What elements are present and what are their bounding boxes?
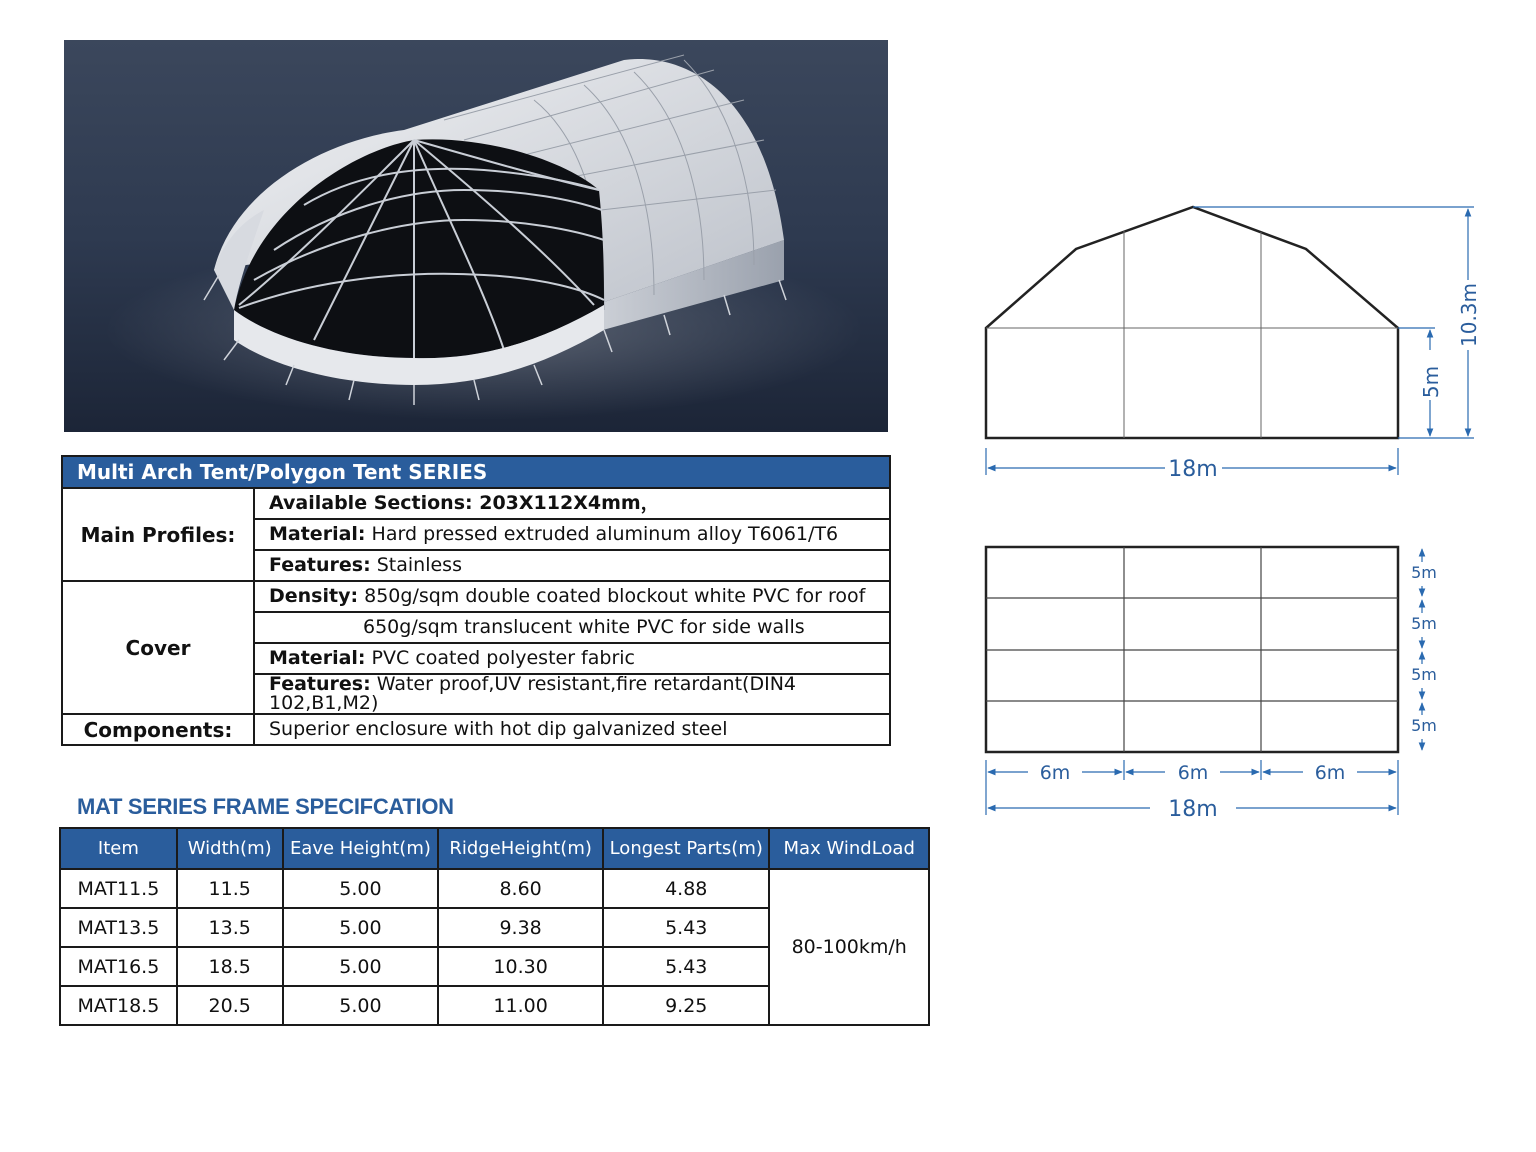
table-row [60, 869, 929, 908]
plan-span-label: 6m [1314, 762, 1346, 784]
cell-max-windload: 80-100km/h [769, 869, 929, 1025]
density-row-2: 650g/sqm translucent white PVC for side walls [254, 612, 890, 643]
elevation-width-label: 18m [1168, 457, 1218, 482]
plan-bay-label: 5m [1411, 716, 1437, 735]
plan-bay-label: 5m [1411, 665, 1437, 684]
plan-bay-label: 5m [1411, 614, 1437, 633]
cell-longest-parts: 5.43 [603, 947, 769, 986]
profile-material-row [254, 519, 890, 550]
cell-longest-parts: 5.43 [603, 908, 769, 947]
cell-item: MAT13.5 [60, 908, 177, 947]
plan-span-label: 6m [1177, 762, 1209, 784]
cell-ridge-height: 9.38 [438, 908, 603, 947]
density-row [254, 581, 890, 612]
plan-span-label: 6m [1039, 762, 1071, 784]
sections-key: Available Sections: 203X112X4mm [269, 492, 641, 514]
col-header-max-windload: Max WindLoad [769, 828, 929, 869]
cover-material-key: Material: [269, 647, 366, 669]
cover-features-key: Features: [269, 673, 371, 695]
technical-drawings [960, 190, 1500, 834]
profile-features-key: Features: [269, 554, 371, 576]
floor-plan-drawing [986, 547, 1437, 822]
cover-material-row [254, 643, 890, 674]
tent-render-image [64, 40, 888, 432]
profile-material-value: Hard pressed extruded aluminum alloy T6061/T6 [365, 523, 839, 545]
cover-label: Cover [62, 581, 254, 714]
cell-ridge-height: 8.60 [438, 869, 603, 908]
cover-features-row [254, 674, 890, 714]
cell-eave-height: 5.00 [283, 986, 439, 1025]
cover-material-value: PVC coated polyester fabric [365, 647, 635, 669]
cell-width: 13.5 [177, 908, 283, 947]
sections-value: ， [640, 492, 660, 514]
col-header-width: Width(m) [177, 828, 283, 869]
cell-item: MAT18.5 [60, 986, 177, 1025]
profile-features-value: Stainless [370, 554, 462, 576]
cell-width: 20.5 [177, 986, 283, 1025]
end-elevation-drawing [986, 207, 1481, 482]
cell-eave-height: 5.00 [283, 869, 439, 908]
mat-series-table [59, 827, 930, 1026]
plan-total-width-label: 18m [1168, 797, 1218, 822]
col-header-ridge-height: RidgeHeight(m) [438, 828, 603, 869]
density-value: 850g/sqm double coated blockout white PVC for roof [358, 585, 866, 607]
cell-eave-height: 5.00 [283, 947, 439, 986]
elevation-eave-label: 5m [1419, 365, 1443, 399]
plan-bay-label: 5m [1411, 563, 1437, 582]
cell-width: 18.5 [177, 947, 283, 986]
main-profiles-label: Main Profiles: [62, 488, 254, 581]
sections-row [254, 488, 890, 519]
cell-ridge-height: 10.30 [438, 947, 603, 986]
cell-width: 11.5 [177, 869, 283, 908]
col-header-item: Item [60, 828, 177, 869]
cell-eave-height: 5.00 [283, 908, 439, 947]
profile-material-key: Material: [269, 523, 366, 545]
mat-series-title: MAT SERIES FRAME SPECIFCATION [77, 794, 454, 819]
cover-features-value: Water proof,UV resistant,fire retardant(DIN4 102,B1,M2) [269, 673, 796, 714]
profile-features-row [254, 550, 890, 581]
components-value: Superior enclosure with hot dip galvanized steel [254, 714, 890, 745]
components-label: Components: [62, 714, 254, 745]
cell-item: MAT16.5 [60, 947, 177, 986]
cell-longest-parts: 9.25 [603, 986, 769, 1025]
col-header-eave-height: Eave Height(m) [283, 828, 439, 869]
cell-item: MAT11.5 [60, 869, 177, 908]
cell-ridge-height: 11.00 [438, 986, 603, 1025]
spec-table-title: Multi Arch Tent/Polygon Tent SERIES [62, 456, 890, 488]
cell-longest-parts: 4.88 [603, 869, 769, 908]
spec-table [61, 455, 891, 746]
col-header-longest-parts: Longest Parts(m) [603, 828, 769, 869]
elevation-height-label: 10.3m [1457, 282, 1481, 348]
density-key: Density: [269, 585, 359, 607]
